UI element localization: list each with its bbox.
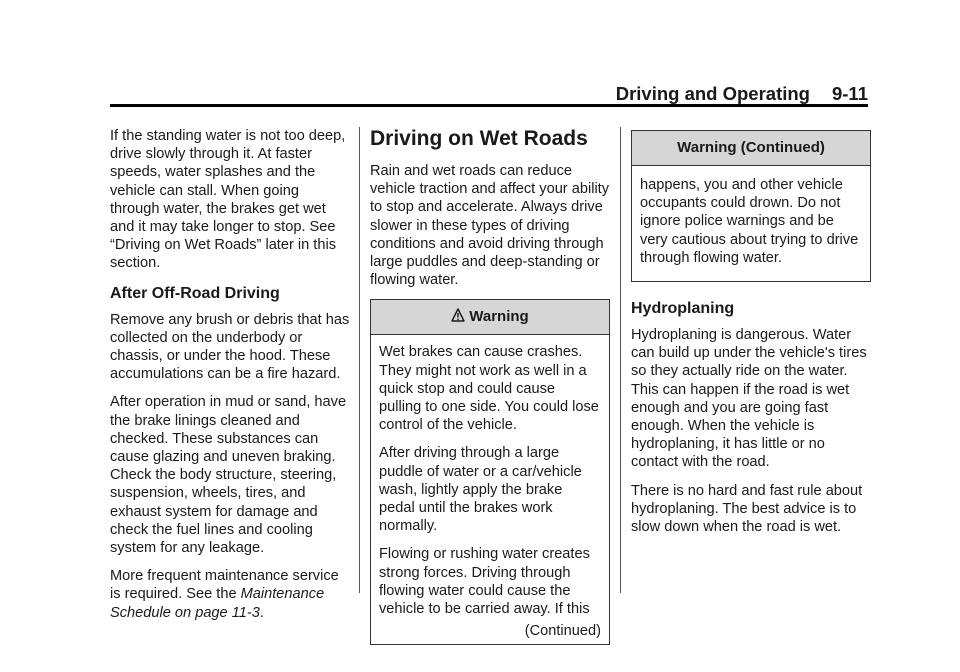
heading-hydroplaning: Hydroplaning: [631, 300, 735, 318]
maintenance-schedule-link[interactable]: Maintenance Schedule on page 11-3: [110, 586, 325, 621]
warning-icon: [451, 308, 465, 322]
column-middle: [370, 128, 610, 645]
maintenance-end: .: [259, 604, 264, 621]
warning-paragraph-2: After driving through a large puddle of water or a car/vehicle wash, lightly apply the brake pedal until the brakes work normally.: [379, 445, 582, 535]
heading-wet-roads: Driving on Wet Roads: [370, 127, 588, 150]
paragraph-debris: Remove any brush or debris that has collected on the underbody or chassis, or under the hood. These accumulations can be a fire hazard.: [110, 311, 350, 383]
paragraph-wet-roads: Rain and wet roads can reduce vehicle traction and affect your ability to stop and accelerate. Always drive slower in these types of driving conditions and avoid driving through large puddles and deep-standing or flowing water.: [370, 163, 610, 289]
maintenance-lead: More frequent maintenance service is required. See the: [110, 568, 339, 603]
warning-continued-body: [632, 166, 870, 281]
page-header: [110, 83, 868, 103]
header-rule: [110, 104, 868, 107]
column-left: [110, 127, 350, 632]
continued-label: (Continued): [524, 623, 601, 640]
paragraph-mud-sand: After operation in mud or sand, have the brake linings cleaned and checked. These substances can cause glazing and uneven braking. Check the body structure, steering, suspension, wheels, tires, and exhaust system for damage and check the fuel lines and cooling system for any leakage.: [110, 394, 347, 557]
header-title: Driving and Operating: [615, 83, 810, 104]
column-divider-2: [620, 127, 621, 593]
column-divider-1: [359, 127, 360, 593]
warning-body: [371, 335, 609, 644]
warning-box: [370, 299, 610, 645]
paragraph-hydroplaning-2: There is no hard and fast rule about hydroplaning. The best advice is to slow down when the road is wet.: [631, 482, 863, 536]
paragraph-standing-water: If the standing water is not too deep, drive slowly through it. At faster speeds, water splashes and the vehicle can stall. When going through water, the brakes get wet and it may take longer to stop. See “Driving on Wet Roads” later in this section.: [110, 128, 346, 272]
warning-header: [371, 300, 609, 335]
warning-continued-header: Warning (Continued): [632, 131, 870, 166]
heading-after-off-road: After Off-Road Driving: [110, 284, 280, 302]
warning-continued-paragraph: happens, you and other vehicle occupants could drown. Do not ignore police warnings and be very cautious about trying to drive through flowing water.: [640, 177, 859, 266]
column-right: [631, 130, 871, 546]
page-number: 9-11: [831, 83, 868, 104]
warning-title: Warning: [469, 308, 529, 326]
warning-paragraph-3: Flowing or rushing water creates strong forces. Driving through flowing water could cause the vehicle to be carried away. If this: [379, 546, 590, 618]
paragraph-hydroplaning-1: Hydroplaning is dangerous. Water can build up under the vehicle's tires so they actually ride on the water. This can happen if the road is wet enough and you are going fast enough. When the vehicle is hydroplaning, it has little or no contact with the road.: [631, 327, 867, 471]
warning-paragraph-1: Wet brakes can cause crashes. They might not work as well in a quick stop and could cause pulling to one side. You could lose control of the vehicle.: [379, 344, 599, 434]
warning-continued-box: [631, 130, 871, 282]
paragraph-maintenance: [110, 567, 350, 622]
